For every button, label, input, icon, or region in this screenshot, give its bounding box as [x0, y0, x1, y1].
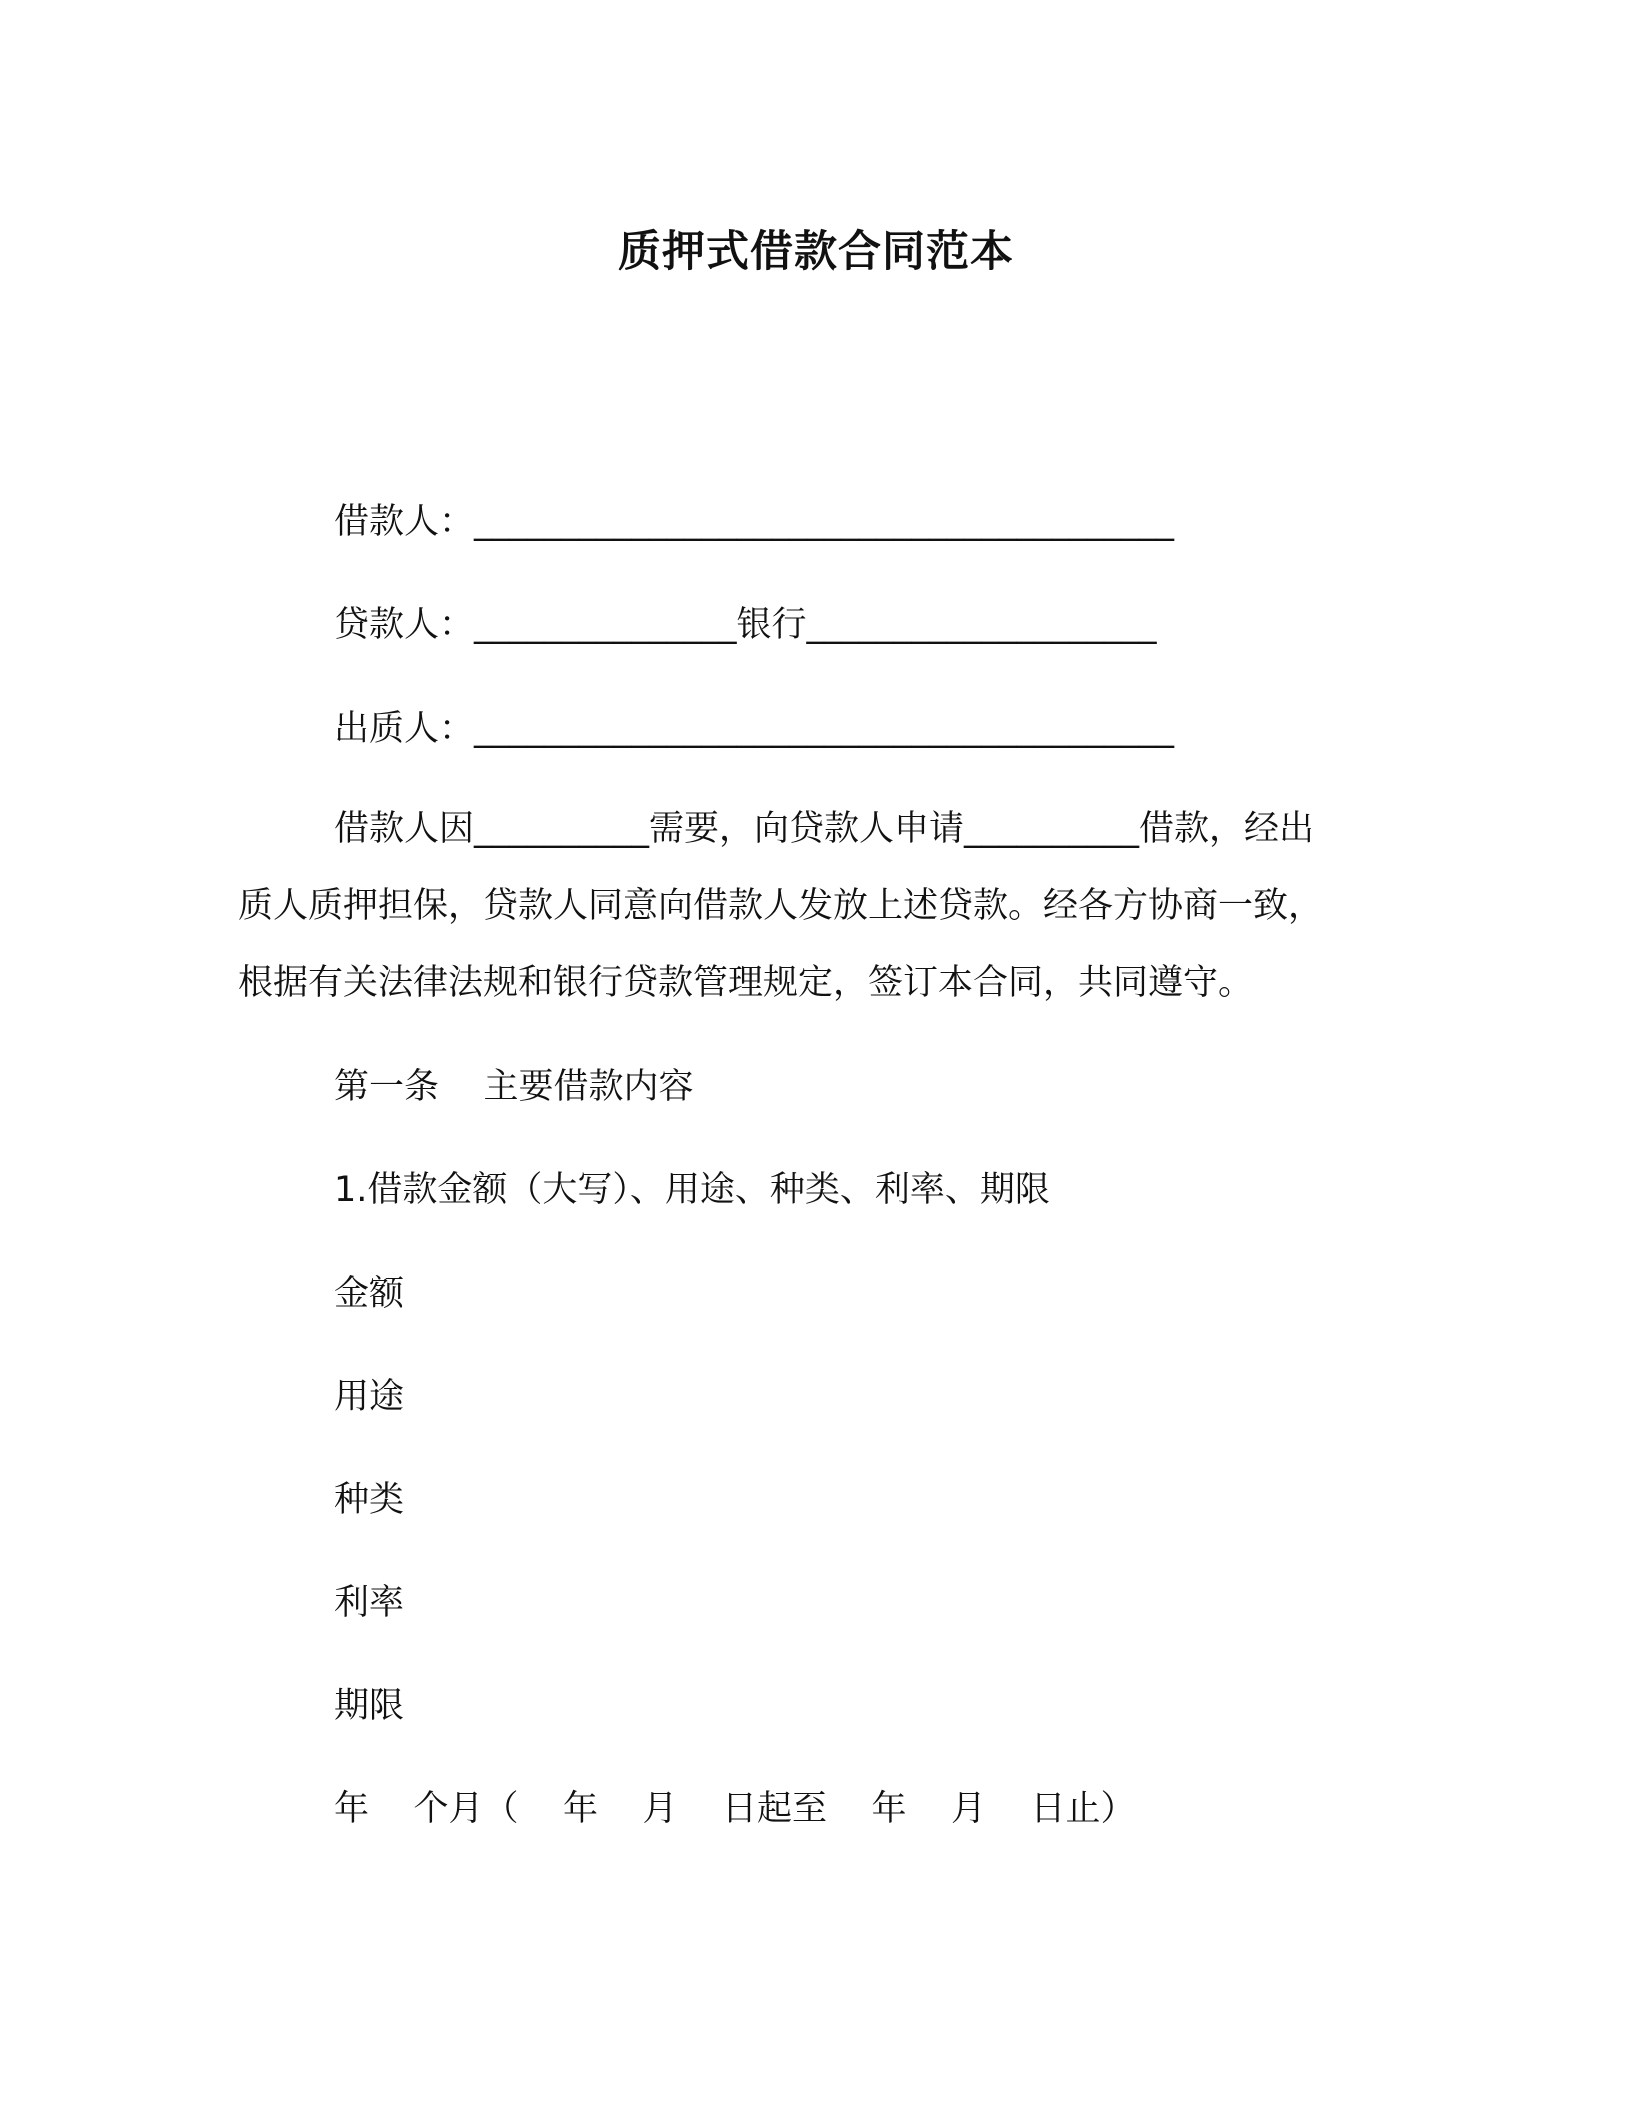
intro-line-1: 借款人因__________需要，向贷款人申请__________借款，经出	[334, 809, 1315, 849]
intro-line-3: 根据有关法律法规和银行贷款管理规定，签订本合同，共同遵守。	[238, 963, 1254, 1003]
article-1-item-1: 1.借款金额（大写）、用途、种类、利率、期限	[334, 1170, 1050, 1210]
purpose-label: 用途	[334, 1377, 405, 1417]
rate-label: 利率	[334, 1583, 405, 1623]
amount-label: 金额	[334, 1274, 405, 1314]
article-1-heading: 第一条 主要借款内容	[334, 1067, 694, 1107]
lender-line: 贷款人：_______________银行____________________	[334, 605, 1157, 645]
intro-line-2: 质人质押担保，贷款人同意向借款人发放上述贷款。经各方协商一致，	[238, 886, 1324, 926]
pledgor-line: 出质人：________________________________________	[334, 709, 1175, 749]
borrower-line: 借款人：________________________________________	[334, 502, 1175, 542]
type-label: 种类	[334, 1480, 405, 1520]
term-label: 期限	[334, 1686, 405, 1726]
document-title: 质押式借款合同范本	[618, 227, 1014, 277]
term-date-line: 年 个月（ 年 月 日起至 年 月 日止）	[334, 1789, 1136, 1829]
